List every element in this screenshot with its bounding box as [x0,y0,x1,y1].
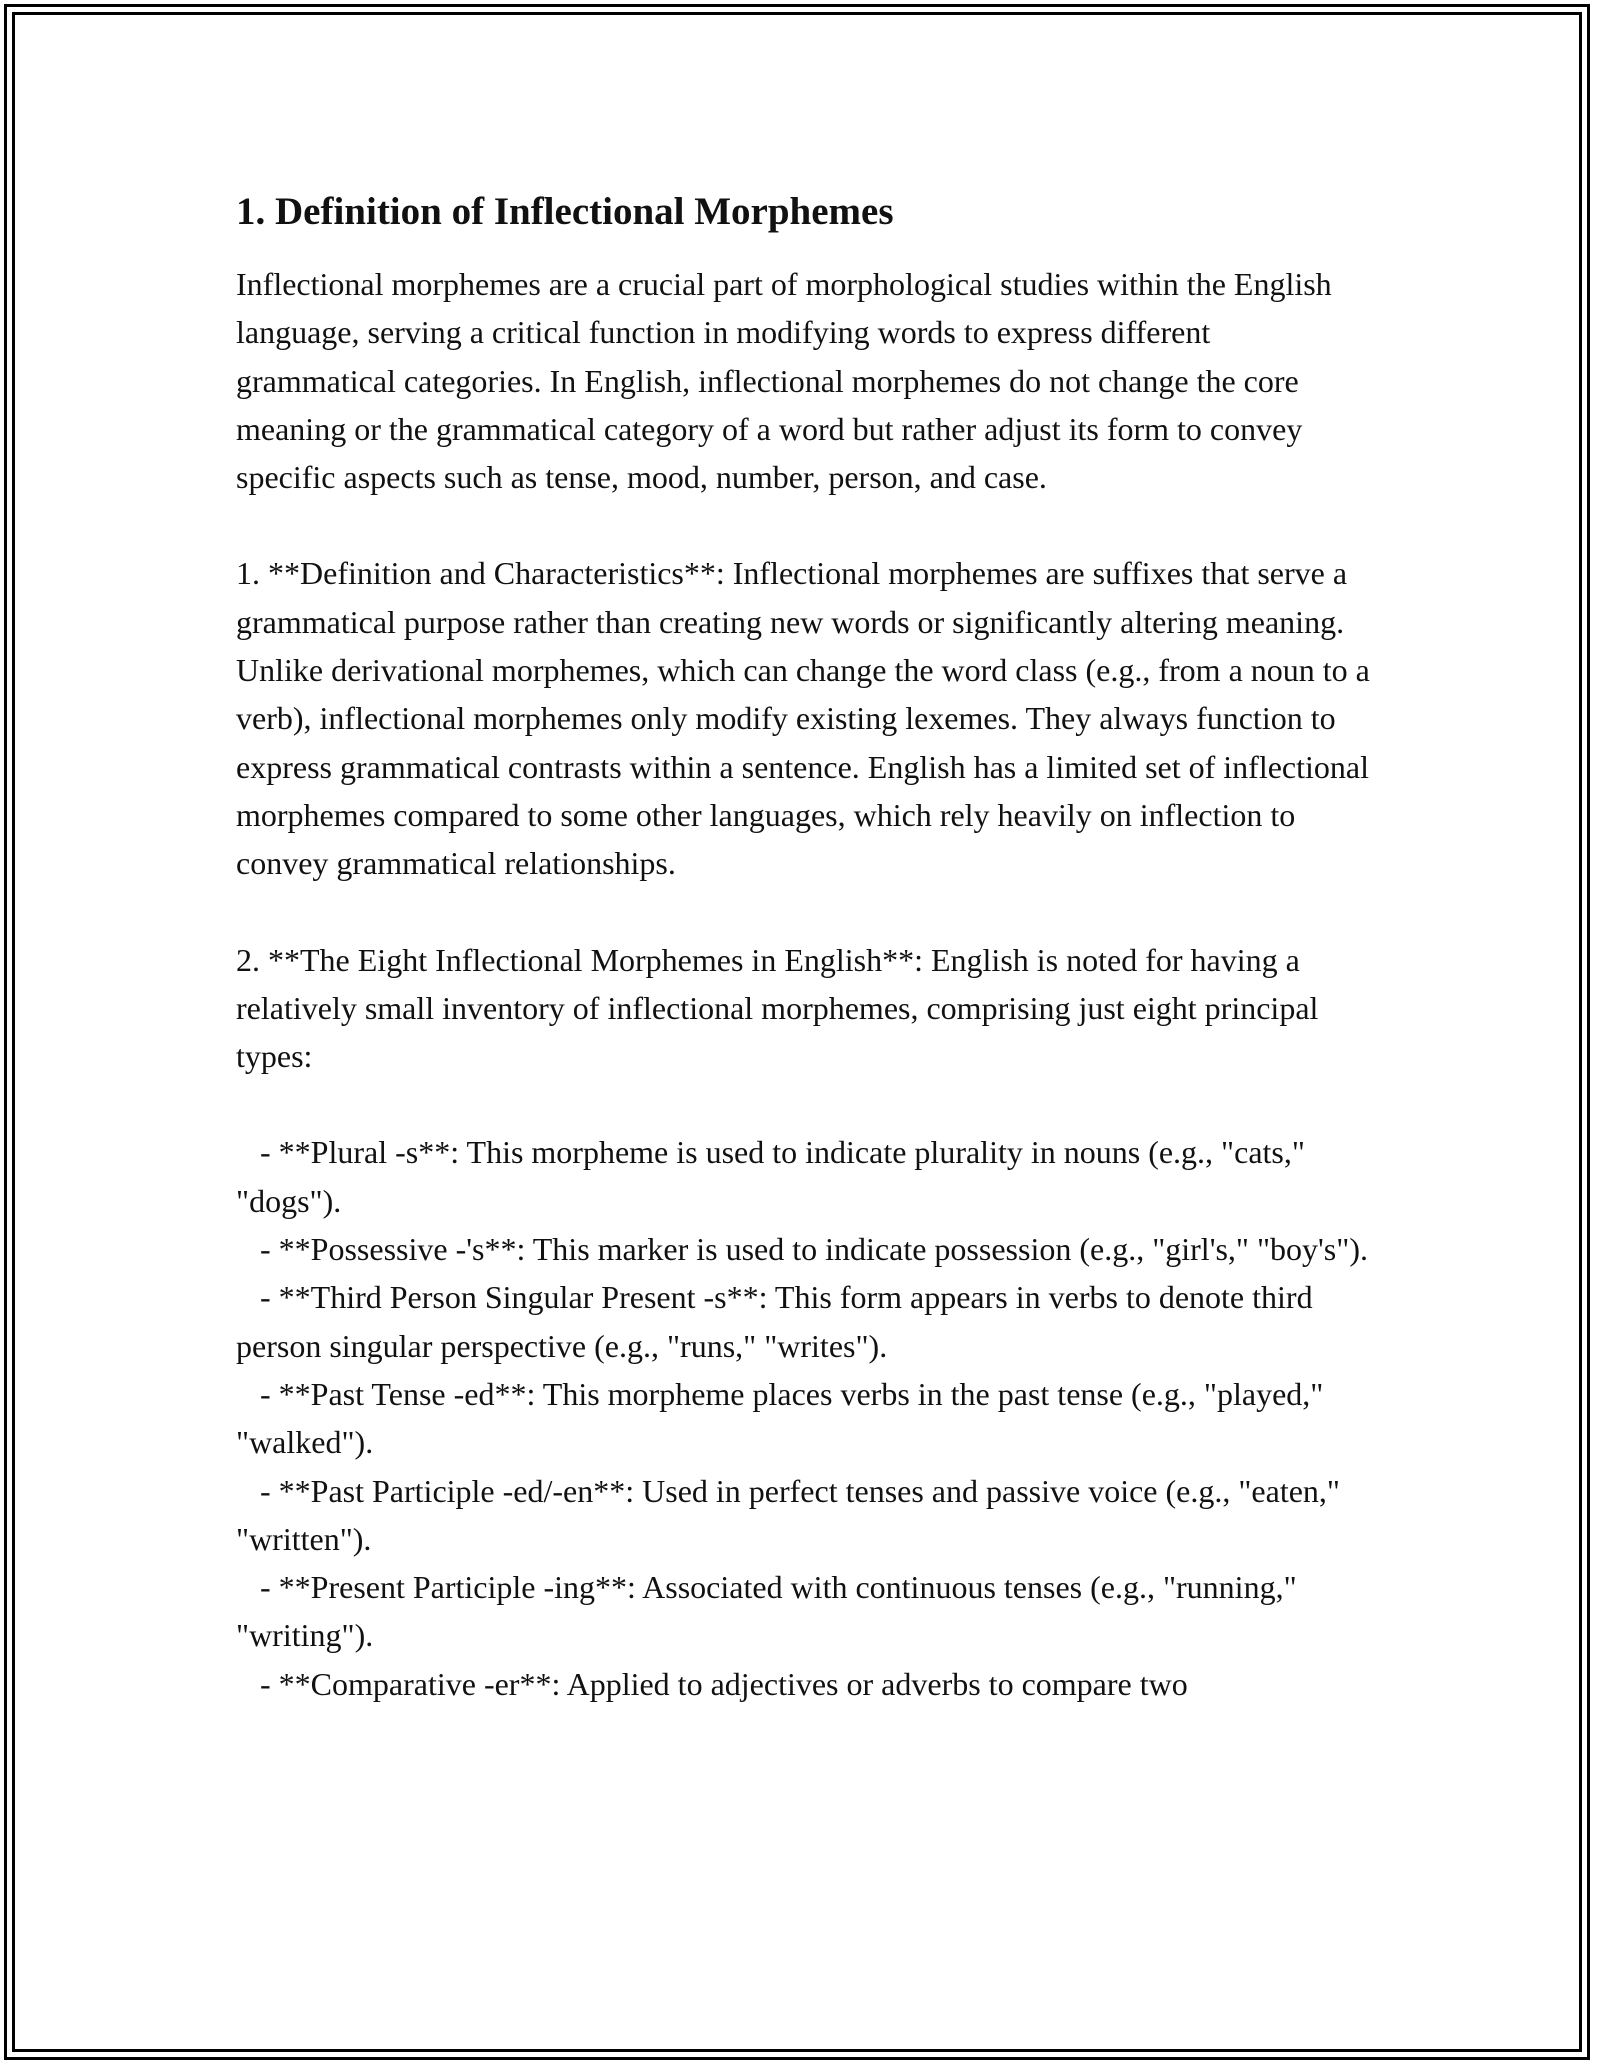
morpheme-list [236,1128,1376,1708]
list-item-comparative: - **Comparative -er**: Applied to adjectives or adverbs to compare two [236,1665,1188,1702]
list-item-plural: - **Plural -s**: This morpheme is used to indicate plurality in nouns (e.g., "cats," "dogs"). [236,1134,1313,1219]
list-item-possessive: - **Possessive -'s**: This marker is used to indicate possession (e.g., "girl's," "boy's"). [236,1231,1368,1268]
document-body [236,186,1376,1708]
list-item-past-tense: - **Past Tense -ed**: This morpheme places verbs in the past tense (e.g., "played," "walked"). [236,1375,1332,1461]
eight-morphemes-paragraph: 2. **The Eight Inflectional Morphemes in English**: English is noted for having a relatively small inventory of inflectional morphemes, comprising just eight principal types: [236,941,1327,1075]
list-item-present-participle: - **Present Participle -ing**: Associated with continuous tenses (e.g., "running," "writing"). [236,1569,1305,1654]
section-heading: 1. Definition of Inflectional Morphemes [236,190,894,233]
list-item-past-participle: - **Past Participle -ed/-en**: Used in perfect tenses and passive voice (e.g., "eaten," "written"). [236,1472,1348,1557]
definition-characteristics-paragraph: 1. **Definition and Characteristics**: Inflectional morphemes are suffixes that serve a grammatical purpose rather than creating new words or significantly altering meaning. Unlike derivational morphemes, which can change the word class (e.g., from a noun to a verb), inflectional morphemes only modify existing lexemes. They always function to express grammatical contrasts within a sentence. English has a limited set of inflectional morphemes compared to some other languages, which rely heavily on inflection to convey grammatical relationships. [236,555,1378,882]
list-item-third-person: - **Third Person Singular Present -s**: This form appears in verbs to denote third person singular perspective (e.g., "runs," "writes"). [236,1279,1321,1364]
intro-paragraph: Inflectional morphemes are a crucial part of morphological studies within the English language, serving a critical function in modifying words to express different grammatical categories. In English, inflectional morphemes do not change the core meaning or the grammatical category of a word but rather adjust its form to convey specific aspects such as tense, mood, number, person, and case. [236,266,1340,496]
